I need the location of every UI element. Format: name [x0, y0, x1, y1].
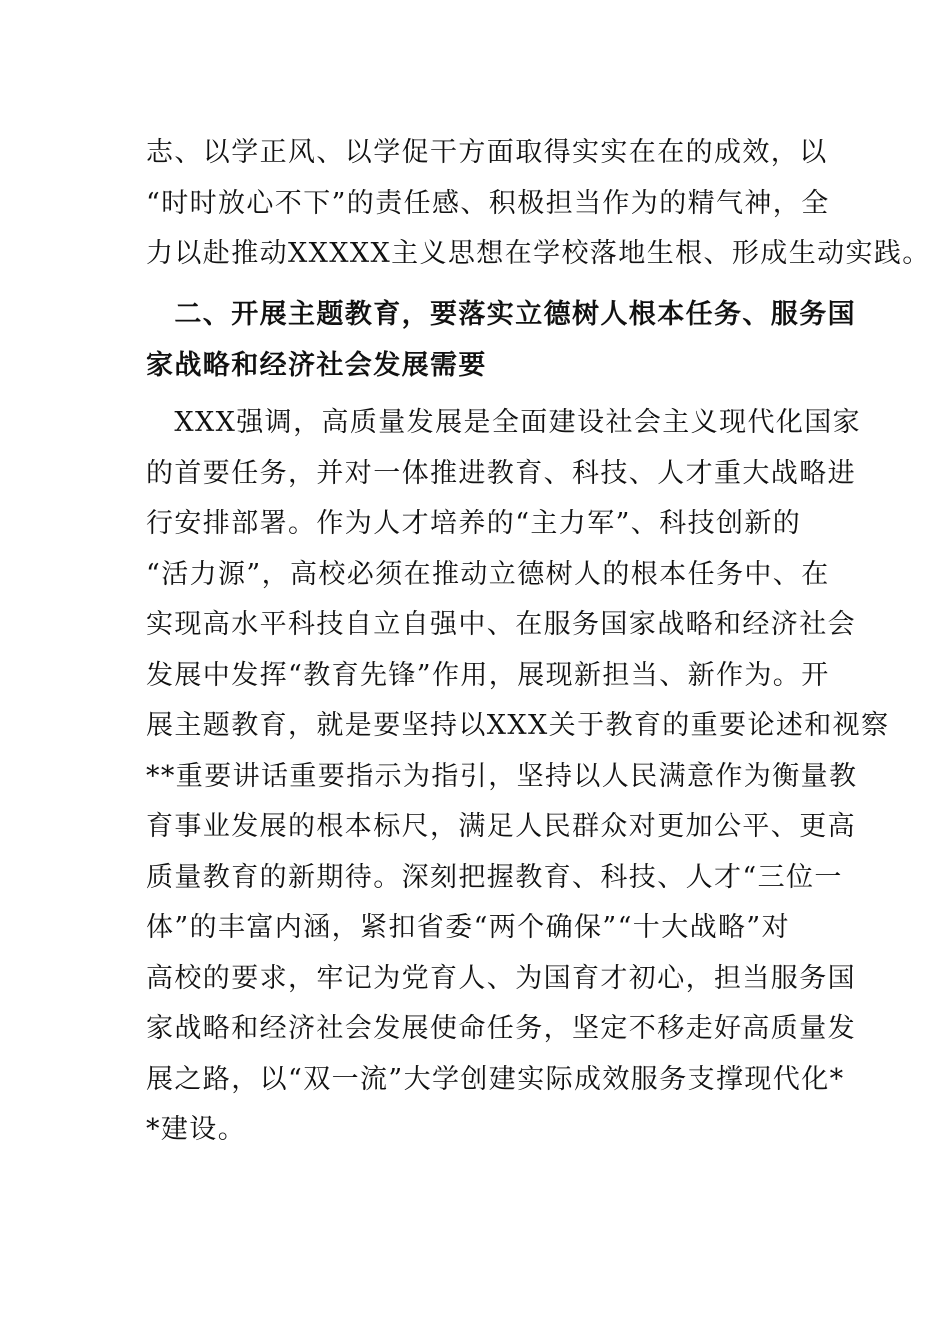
paragraph-continuation	[146, 128, 931, 280]
text-line: 体”的丰富内涵，紧扣省委“两个确保”“十大战略”对	[146, 912, 791, 943]
section-body-paragraph	[146, 398, 890, 1156]
heading-line: 二、开展主题教育，要落实立德树人根本任务、服务国	[146, 299, 856, 330]
text-line: “活力源”，高校必须在推动立德树人的根本任务中、在	[146, 558, 830, 590]
text-line: 发展中发挥“教育先锋”作用，展现新担当、新作为。开	[146, 659, 830, 691]
text-line: 行安排部署。作为人才培养的“主力军”、科技创新的	[146, 508, 802, 539]
text-line: 展之路，以“双一流”大学创建实际成效服务支撑现代化*	[146, 1063, 845, 1095]
text-line: 家战略和经济社会发展使命任务，坚定不移走好高质量发	[146, 1013, 856, 1044]
text-line: 高校的要求，牢记为党育人、为国育才初心，担当服务国	[146, 962, 856, 994]
text-line: *建设。	[146, 1114, 247, 1145]
text-line: 实现高水平科技自立自强中、在服务国家战略和经济社会	[146, 609, 856, 640]
text-line: 展主题教育，就是要坚持以XXX关于教育的重要论述和视察	[146, 710, 890, 741]
text-line: “时时放心不下”的责任感、积极担当作为的精气神，全	[146, 187, 830, 219]
text-line: 力以赴推动XXXXX主义思想在学校落地生根、形成生动实践。	[146, 238, 931, 269]
text-line: 育事业发展的根本标尺，满足人民群众对更加公平、更高	[146, 811, 856, 842]
text-line: XXX强调，高质量发展是全面建设社会主义现代化国家	[146, 407, 862, 438]
section-heading	[146, 290, 856, 391]
text-line: 志、以学正风、以学促干方面取得实实在在的成效，以	[146, 137, 828, 168]
heading-line: 家战略和经济社会发展需要	[146, 349, 487, 381]
text-line: 质量教育的新期待。深刻把握教育、科技、人才“三位一	[146, 861, 843, 893]
text-line: 的首要任务，并对一体推进教育、科技、人才重大战略进	[146, 457, 856, 489]
text-line: **重要讲话重要指示为指引，坚持以人民满意作为衡量教	[146, 760, 858, 792]
